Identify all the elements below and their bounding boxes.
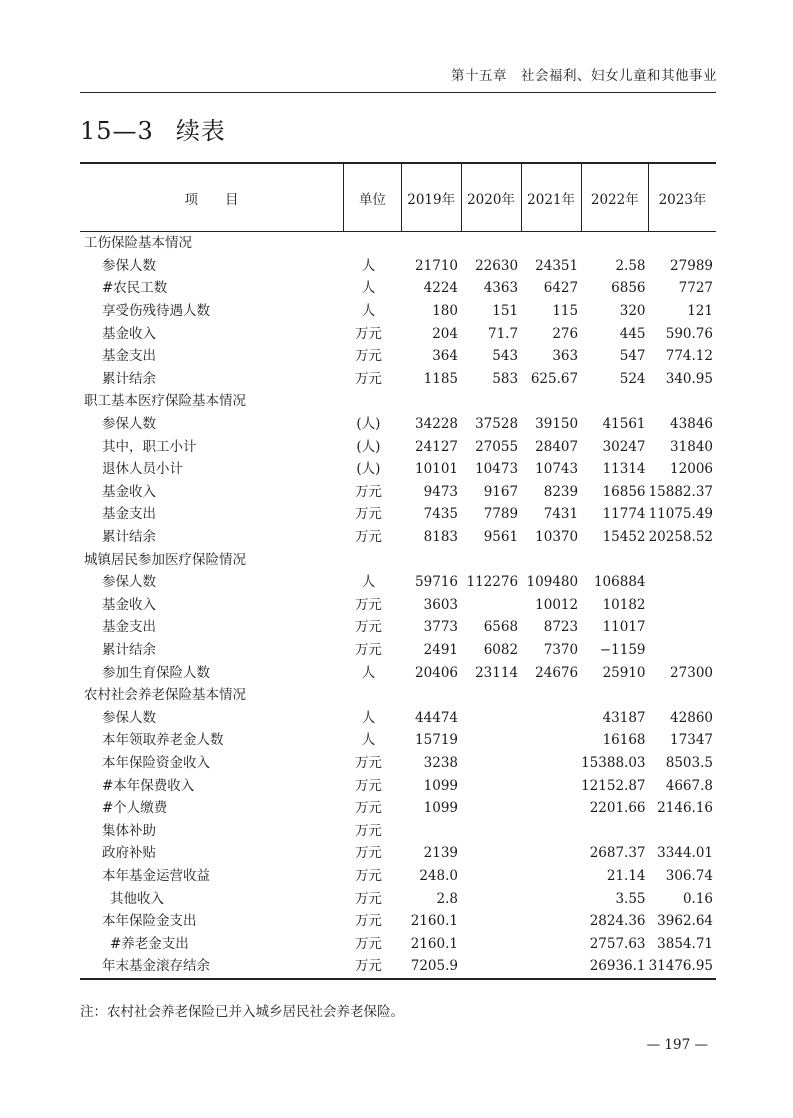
cell-value [461, 932, 521, 955]
cell-value: 9561 [483, 529, 519, 546]
cell-value [461, 955, 521, 979]
row-unit: (人) [356, 416, 381, 433]
cell-value [521, 729, 581, 752]
row-label: 享受伤残待遇人数 [102, 303, 210, 320]
cell-value [521, 910, 581, 933]
table-row [80, 774, 716, 797]
cell-value: 9473 [423, 483, 458, 500]
cell-value: 524 [619, 370, 646, 387]
row-unit: 万元 [354, 754, 382, 771]
table-row [80, 368, 716, 391]
cell-value: 31476.95 [649, 955, 716, 979]
row-label: 本年保险金支出 [102, 913, 197, 930]
row-label: 基金收入 [102, 325, 156, 342]
row-label: 本年保险资金收入 [102, 754, 210, 771]
row-label: #本年保费收入 [102, 777, 195, 794]
cell-value [649, 571, 716, 594]
table-row [80, 481, 716, 504]
row-unit: 万元 [354, 370, 382, 387]
row-label: 政府补贴 [102, 845, 156, 862]
cell-value [581, 390, 648, 413]
cell-value [461, 752, 521, 775]
cell-value [461, 548, 521, 571]
cell-value [461, 684, 521, 707]
table-row [80, 277, 716, 300]
cell-value [521, 752, 581, 775]
cell-value: 364 [432, 348, 458, 365]
cell-value: 44474 [415, 709, 458, 726]
page-number: — 197 — [646, 1037, 708, 1053]
cell-value [649, 819, 716, 842]
cell-value [649, 616, 716, 639]
row-unit: 万元 [354, 867, 382, 884]
cell-value: 445 [619, 325, 646, 342]
cell-value: 34228 [415, 416, 458, 433]
footnote: 注：农村社会养老保险已并入城乡居民社会养老保险。 [80, 1004, 404, 1020]
cell-value: 8183 [423, 529, 458, 546]
row-unit: 万元 [344, 955, 402, 979]
table-row [80, 910, 716, 933]
cell-value [649, 548, 716, 571]
cell-value: 10370 [535, 529, 579, 546]
cell-value [649, 594, 716, 617]
cell-value: 2824.36 [589, 913, 646, 930]
cell-value: 43187 [602, 709, 646, 726]
cell-value: 21.14 [606, 867, 646, 884]
row-label: 累计结余 [102, 529, 156, 546]
cell-value: 112276 [466, 574, 519, 591]
cell-value: 16168 [602, 732, 646, 749]
cell-value [461, 797, 521, 820]
row-unit: 万元 [354, 822, 382, 839]
table-row [80, 345, 716, 368]
section-header-row [80, 390, 716, 413]
cell-value: 2160.1 [410, 913, 458, 930]
cell-value: 7205.9 [401, 955, 461, 979]
row-unit: 万元 [354, 641, 382, 658]
row-label: 参保人数 [102, 257, 156, 274]
cell-value [461, 706, 521, 729]
row-label: 年末基金滚存结余 [80, 955, 344, 979]
cell-value: 151 [492, 303, 519, 320]
table-row [80, 526, 716, 549]
cell-value: 16856 [602, 483, 646, 500]
cell-value [461, 865, 521, 888]
row-label: #农民工数 [102, 280, 168, 297]
cell-value: 4363 [483, 280, 519, 297]
table-row [80, 300, 716, 323]
cell-value: 109480 [526, 574, 579, 591]
cell-value: 4667.8 [665, 777, 713, 794]
cell-value: 320 [619, 303, 646, 320]
cell-value [521, 774, 581, 797]
column-header-2019: 2019年 [401, 163, 461, 232]
row-unit: 万元 [354, 935, 382, 952]
row-unit: 万元 [354, 596, 382, 613]
row-label: 参保人数 [102, 574, 156, 591]
cell-value: 774.12 [665, 348, 713, 365]
row-label: 基金支出 [102, 348, 156, 365]
cell-value: 39150 [535, 416, 579, 433]
cell-value: 543 [492, 348, 519, 365]
cell-value [649, 232, 716, 255]
cell-value: 363 [552, 348, 579, 365]
cell-value: 11774 [602, 506, 646, 523]
cell-value [521, 819, 581, 842]
table-row [80, 571, 716, 594]
row-unit: 万元 [354, 348, 382, 365]
row-unit: 万元 [354, 529, 382, 546]
cell-value: 26936.1 [581, 955, 648, 979]
cell-value [521, 932, 581, 955]
cell-value [401, 684, 461, 707]
table-row [80, 955, 716, 979]
cell-value: 7435 [423, 506, 458, 523]
row-label: 累计结余 [102, 370, 156, 387]
cell-value: 15452 [602, 529, 646, 546]
cell-value [401, 819, 461, 842]
row-unit: 万元 [354, 800, 382, 817]
cell-value: 27055 [475, 438, 519, 455]
cell-value: 8239 [543, 483, 579, 500]
cell-value: 1099 [423, 800, 458, 817]
row-label: 参保人数 [102, 416, 156, 433]
table-row [80, 819, 716, 842]
row-label: 本年基金运营收益 [102, 867, 210, 884]
cell-value: 42860 [670, 709, 713, 726]
row-unit: 万元 [354, 506, 382, 523]
cell-value: 20258.52 [648, 529, 713, 546]
row-unit [344, 232, 402, 255]
row-label: 集体补助 [102, 822, 156, 839]
row-unit: 万元 [354, 619, 382, 636]
table-row [80, 458, 716, 481]
cell-value: 590.76 [665, 325, 713, 342]
row-label: 农村社会养老保险基本情况 [84, 687, 246, 704]
column-header-unit: 单位 [344, 163, 402, 232]
row-unit: 人 [361, 280, 376, 297]
row-unit: 万元 [354, 777, 382, 794]
cell-value: 8503.5 [665, 754, 713, 771]
cell-value: 6082 [483, 641, 519, 658]
table-row [80, 661, 716, 684]
table-row [80, 887, 716, 910]
cell-value: 248.0 [419, 867, 458, 884]
cell-value: 2160.1 [410, 935, 458, 952]
cell-value: 24127 [415, 438, 458, 455]
row-unit: (人) [356, 438, 381, 455]
row-label: #个人缴费 [102, 800, 168, 817]
cell-value: 547 [619, 348, 646, 365]
cell-value [521, 548, 581, 571]
cell-value: 7727 [678, 280, 713, 297]
cell-value [461, 390, 521, 413]
cell-value [461, 910, 521, 933]
cell-value [581, 548, 648, 571]
cell-value: 115 [552, 303, 579, 320]
cell-value: 204 [432, 325, 458, 342]
row-label: 参加生育保险人数 [102, 664, 210, 681]
cell-value [521, 684, 581, 707]
cell-value: 11314 [602, 461, 646, 478]
cell-value [461, 774, 521, 797]
cell-value: 2.58 [615, 257, 646, 274]
cell-value: 10743 [535, 461, 579, 478]
cell-value: 2687.37 [589, 845, 646, 862]
cell-value: 71.7 [487, 325, 519, 342]
row-unit: 人 [361, 574, 376, 591]
cell-value [461, 594, 521, 617]
cell-value: 2.8 [436, 890, 458, 907]
cell-value: 12006 [670, 461, 713, 478]
cell-value [461, 842, 521, 865]
row-unit [344, 390, 402, 413]
row-unit: 人 [361, 732, 376, 749]
cell-value [649, 390, 716, 413]
table-body [80, 232, 716, 979]
table-row [80, 797, 716, 820]
cell-value [521, 390, 581, 413]
row-label: 职工基本医疗保险基本情况 [84, 393, 246, 410]
cell-value: 10182 [602, 596, 646, 613]
cell-value: 2491 [423, 641, 458, 658]
cell-value: 20406 [415, 664, 458, 681]
row-label: 其他收入 [110, 890, 164, 907]
cell-value: 12152.87 [581, 777, 646, 794]
row-label: #养老金支出 [110, 935, 189, 952]
cell-value: 583 [492, 370, 519, 387]
cell-value: 27300 [670, 664, 713, 681]
table-row [80, 594, 716, 617]
table-header-row [80, 163, 716, 232]
cell-value: 37528 [475, 416, 519, 433]
table-row [80, 842, 716, 865]
cell-value: 3962.64 [657, 913, 713, 930]
row-label: 城镇居民参加医疗保险情况 [84, 551, 246, 568]
table-row [80, 932, 716, 955]
cell-value: 9167 [483, 483, 519, 500]
cell-value: 106884 [593, 574, 646, 591]
cell-value: 27989 [670, 257, 713, 274]
row-label: 基金收入 [102, 483, 156, 500]
cell-value: 24676 [535, 664, 579, 681]
cell-value: 17347 [670, 732, 713, 749]
section-header-row [80, 548, 716, 571]
cell-value: 22630 [475, 257, 519, 274]
cell-value: 306.74 [665, 867, 713, 884]
table-title [80, 111, 226, 146]
cell-value: 3854.71 [657, 935, 713, 952]
row-label: 基金收入 [102, 596, 156, 613]
cell-value [521, 865, 581, 888]
cell-value: 10101 [415, 461, 458, 478]
cell-value: −1159 [599, 641, 646, 658]
cell-value: 1099 [423, 777, 458, 794]
cell-value: 30247 [602, 438, 646, 455]
table-row [80, 706, 716, 729]
cell-value: 11017 [602, 619, 646, 636]
cell-value: 15719 [415, 732, 458, 749]
cell-value: 15882.37 [648, 483, 713, 500]
cell-value: 0.16 [682, 890, 713, 907]
cell-value: 43846 [670, 416, 713, 433]
cell-value [401, 548, 461, 571]
row-unit: 万元 [354, 913, 382, 930]
cell-value: 3773 [423, 619, 458, 636]
cell-value: 24351 [535, 257, 579, 274]
cell-value: 340.95 [665, 370, 713, 387]
column-header-2022: 2022年 [581, 163, 648, 232]
cell-value [401, 390, 461, 413]
cell-value: 3344.01 [657, 845, 713, 862]
row-label: 其中，职工小计 [102, 438, 197, 455]
cell-value: 11075.49 [648, 506, 713, 523]
cell-value: 2757.63 [589, 935, 646, 952]
cell-value [401, 232, 461, 255]
cell-value: 2139 [423, 845, 458, 862]
table-row [80, 752, 716, 775]
row-label: 基金支出 [102, 619, 156, 636]
row-label: 参保人数 [102, 709, 156, 726]
cell-value [461, 729, 521, 752]
row-label: 工伤保险基本情况 [84, 235, 192, 252]
table-row [80, 865, 716, 888]
cell-value [649, 639, 716, 662]
cell-value: 180 [432, 303, 458, 320]
cell-value: 2146.16 [657, 800, 713, 817]
table-row [80, 729, 716, 752]
row-unit [344, 684, 402, 707]
cell-value [521, 887, 581, 910]
cell-value: 21710 [415, 257, 458, 274]
cell-value: 625.67 [530, 370, 579, 387]
cell-value: 3238 [423, 754, 458, 771]
cell-value [521, 232, 581, 255]
row-unit: 人 [361, 709, 376, 726]
cell-value: 31840 [670, 438, 713, 455]
cell-value: 6568 [483, 619, 519, 636]
cell-value: 59716 [415, 574, 458, 591]
table-row [80, 322, 716, 345]
row-unit: 万元 [354, 890, 382, 907]
section-header-row [80, 232, 716, 255]
cell-value: 6856 [611, 280, 646, 297]
cell-value: 2201.66 [589, 800, 646, 817]
cell-value: 7431 [543, 506, 579, 523]
cell-value [461, 232, 521, 255]
table-row [80, 413, 716, 436]
section-header-row [80, 684, 716, 707]
table-row [80, 616, 716, 639]
cell-value: 10012 [535, 596, 579, 613]
cell-value [649, 684, 716, 707]
cell-value: 121 [687, 303, 713, 320]
cell-value: 8723 [543, 619, 579, 636]
table-number: 15—3 [80, 117, 154, 145]
cell-value [521, 955, 581, 979]
statistics-table [80, 162, 716, 980]
row-unit: (人) [356, 461, 381, 478]
row-unit: 人 [361, 664, 376, 681]
row-label: 基金支出 [102, 506, 156, 523]
cell-value [581, 684, 648, 707]
cell-value [521, 706, 581, 729]
row-unit: 人 [361, 257, 376, 274]
cell-value: 1185 [423, 370, 458, 387]
table-title-text: 续表 [175, 117, 226, 145]
cell-value [521, 797, 581, 820]
row-unit: 人 [361, 303, 376, 320]
cell-value [461, 887, 521, 910]
row-unit: 万元 [354, 483, 382, 500]
column-header-2020: 2020年 [461, 163, 521, 232]
table-row [80, 435, 716, 458]
row-unit: 万元 [354, 845, 382, 862]
row-label: 退休人员小计 [102, 461, 183, 478]
row-unit: 万元 [354, 325, 382, 342]
row-label: 本年领取养老金人数 [102, 732, 224, 749]
table-row [80, 255, 716, 278]
row-unit [344, 548, 402, 571]
column-header-2023: 2023年 [649, 163, 716, 232]
cell-value [581, 819, 648, 842]
cell-value [521, 842, 581, 865]
column-header-2021: 2021年 [521, 163, 581, 232]
table-row [80, 503, 716, 526]
cell-value: 10473 [475, 461, 519, 478]
cell-value: 3603 [423, 596, 458, 613]
header-rule [80, 92, 716, 93]
cell-value: 15388.03 [581, 754, 646, 771]
table-row [80, 639, 716, 662]
cell-value [581, 232, 648, 255]
cell-value: 7789 [483, 506, 519, 523]
cell-value: 23114 [475, 664, 519, 681]
cell-value: 276 [552, 325, 579, 342]
cell-value: 41561 [602, 416, 646, 433]
row-label: 累计结余 [102, 641, 156, 658]
cell-value: 4224 [423, 280, 458, 297]
cell-value: 7370 [543, 641, 579, 658]
cell-value: 25910 [602, 664, 646, 681]
column-header-item: 项 目 [80, 163, 344, 232]
cell-value: 28407 [535, 438, 579, 455]
cell-value: 3.55 [615, 890, 646, 907]
chapter-header: 第十五章 社会福利、妇女儿童和其他事业 [451, 68, 717, 84]
cell-value: 6427 [543, 280, 579, 297]
cell-value [461, 819, 521, 842]
